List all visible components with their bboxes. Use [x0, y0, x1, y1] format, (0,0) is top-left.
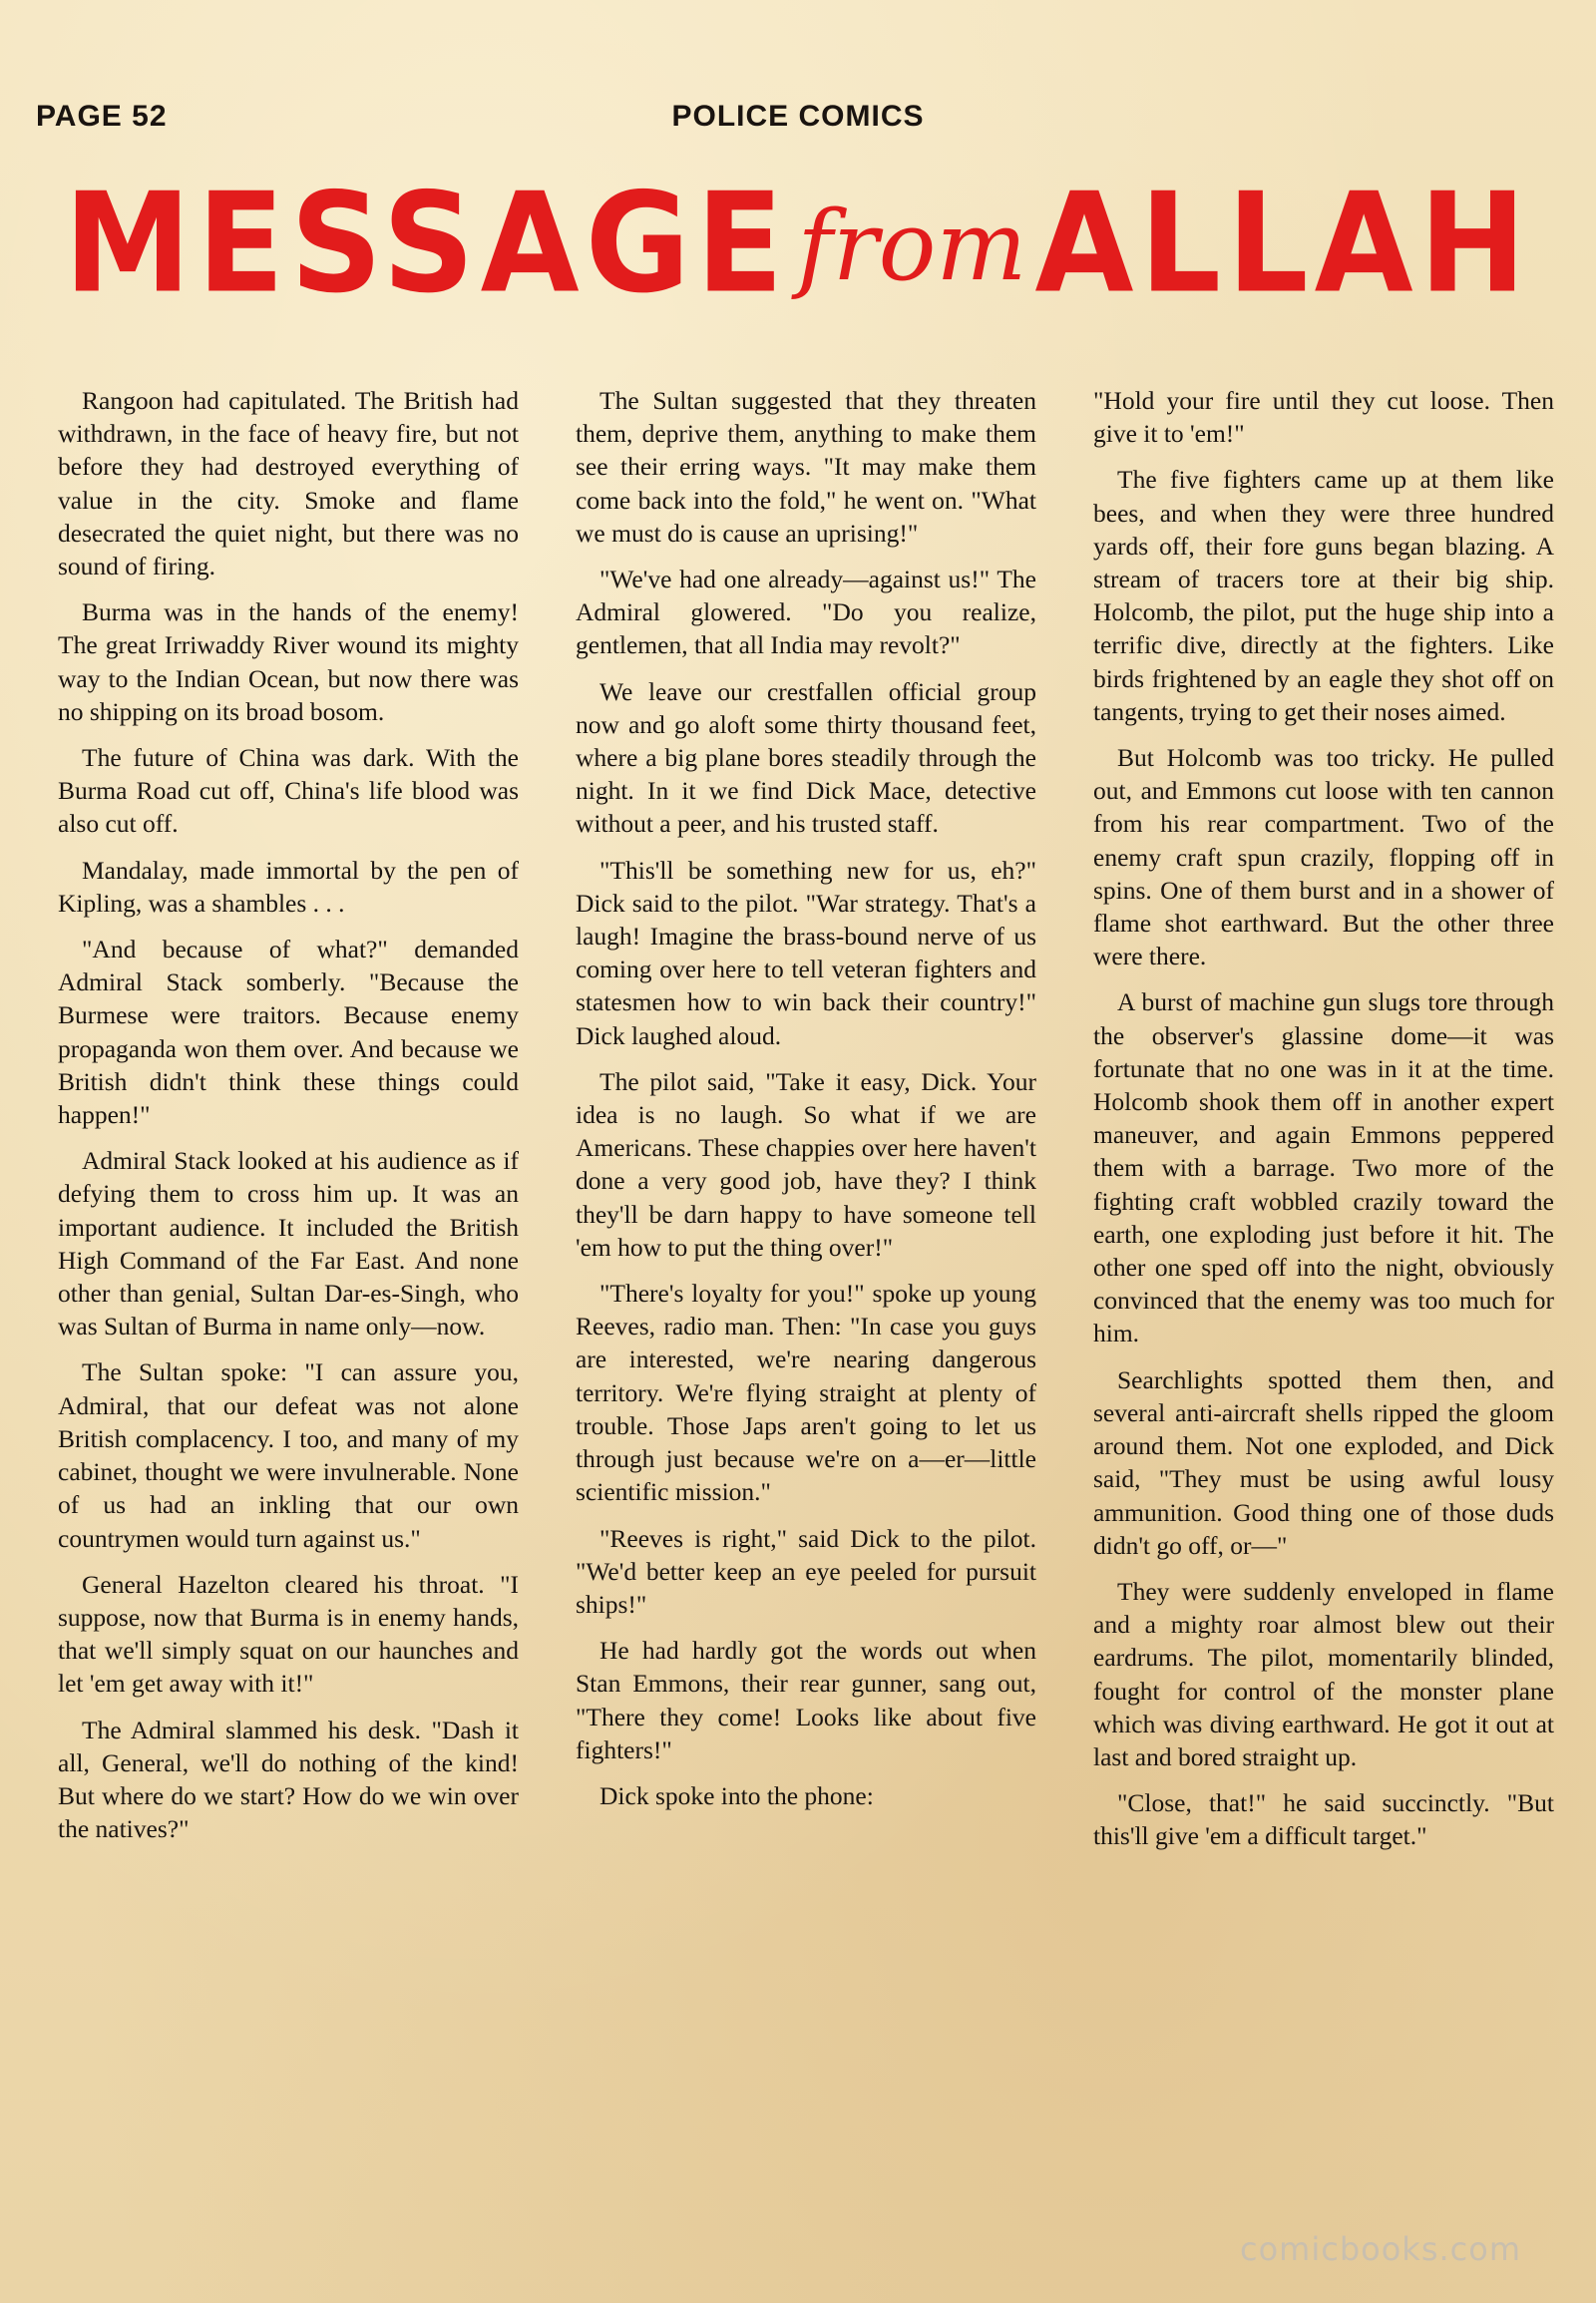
- paragraph: We leave our crestfallen official group now and go aloft some thirty thousand feet, where a big plane bores steadily through the night. In it we find Dick Mace, detective without a peer, and his trusted staff.: [576, 676, 1036, 839]
- title-word-allah: ALLAH: [1034, 164, 1532, 324]
- column-3: [1093, 384, 1554, 2209]
- paragraph: "Close, that!" he said succinctly. "But this'll give 'em a difficult target.": [1093, 1788, 1554, 1851]
- paragraph: The Sultan spoke: "I can assure you, Admiral, that our defeat was not alone British complacency. I too, and many of my cabinet, thought we were invulnerable. None of us had an inkling that our own countrymen would turn against us.": [58, 1357, 519, 1553]
- paragraph: Searchlights spotted them then, and several anti-aircraft shells ripped the gloom around them. Not one exploded, and Dick said, "They must be using awful lousy ammunition. Good thing one of those duds didn't go off, or—": [1093, 1364, 1554, 1560]
- column-1: [58, 384, 519, 2209]
- title-word-from: from: [797, 191, 1027, 302]
- title-word-message: MESSAGE: [64, 164, 790, 324]
- paragraph: "We've had one already—against us!" The Admiral glowered. "Do you realize, gentlemen, that all India may revolt?": [576, 565, 1036, 660]
- paragraph: "Reeves is right," said Dick to the pilot. "We'd better keep an eye peeled for pursuit ships!": [576, 1523, 1036, 1619]
- paragraph: The pilot said, "Take it easy, Dick. Your idea is no laugh. So what if we are Americans. These chappies over here haven't done a very good job, have they? I think they'll be darn happy to have someone tell 'em how to put the thing over!": [576, 1066, 1036, 1262]
- story-title: [0, 164, 1596, 329]
- paragraph: They were suddenly enveloped in flame and a mighty roar almost blew out their eardrums. The pilot, momentarily blinded, fought for control of the monster plane which was diving earthward. He got it out at last and bored straight up.: [1093, 1576, 1554, 1771]
- paragraph: He had hardly got the words out when Stan Emmons, their rear gunner, sang out, "There they come! Looks like about five fighters!": [576, 1636, 1036, 1764]
- paragraph: Rangoon had capitulated. The British had withdrawn, in the face of heavy fire, but not before they had destroyed everything of value in the city. Smoke and flame desecrated the quiet night, but there was no sound of firing.: [58, 386, 519, 581]
- story-columns: [58, 384, 1554, 2209]
- paragraph: "And because of what?" demanded Admiral Stack somberly. "Because the Burmese were traitors. Because enemy propaganda won them over. And because we British didn't think these things could happen!": [58, 935, 519, 1130]
- paragraph: Dick spoke into the phone:: [599, 1780, 874, 1810]
- paragraph: The future of China was dark. With the Burma Road cut off, China's life blood was also cut off.: [58, 743, 519, 839]
- paragraph: Mandalay, made immortal by the pen of Kipling, was a shambles . . .: [58, 855, 519, 918]
- paragraph: The Sultan suggested that they threaten them, deprive them, anything to make them see their erring ways. "It may make them come back into the fold," he went on. "What we must do is cause an uprising!": [576, 386, 1036, 548]
- paragraph: The Admiral slammed his desk. "Dash it all, General, we'll do nothing of the kind! But where do we start? How do we win over the natives?": [58, 1715, 519, 1844]
- paragraph: The five fighters came up at them like bees, and when they were three hundred yards off, their fore guns began blazing. A stream of tracers tore at their big ship. Holcomb, the pilot, put the huge ship into a terrific dive, directly at the fighters. Like birds frightened by an eagle they shot off on tangents, trying to get their noses aimed.: [1093, 465, 1554, 726]
- paragraph: "This'll be something new for us, eh?" Dick said to the pilot. "War strategy. That's a laugh! Imagine the brass-bound nerve of us coming over here to tell veteran fighters and statesmen how to win back their country!" Dick laughed aloud.: [576, 855, 1036, 1050]
- page-number: PAGE 52: [36, 100, 168, 133]
- magazine-title: POLICE COMICS: [671, 100, 925, 133]
- paragraph: But Holcomb was too tricky. He pulled out, and Emmons cut loose with ten cannon from his rear compartment. Two of the enemy craft spun crazily, flopping off in spins. One of them burst and in a shower of flame shot earthward. But the other three were there.: [1093, 743, 1554, 971]
- paragraph: "There's loyalty for you!" spoke up young Reeves, radio man. Then: "In case you guys are interested, we're nearing dangerous territory. We're flying straight at plenty of trouble. Those Japs aren't going to let us through just because we're on a—er—little scientific mission.": [576, 1279, 1036, 1507]
- paragraph: Admiral Stack looked at his audience as if defying them to cross him up. It was an important audience. It included the British High Command of the Far East. And none other than genial, Sultan Dar-es-Singh, who was Sultan of Burma in name only—now.: [58, 1146, 519, 1342]
- paragraph: A burst of machine gun slugs tore through the observer's glassine dome—it was fortunate that no one was in it at the time. Holcomb shook them off in another expert maneuver, and again Emmons peppered them with a barrage. Two more of the fighting craft wobbled crazily toward the earth, one exploding just before it hit. The other one sped off into the night, obviously convinced that the enemy was too much for him.: [1093, 987, 1554, 1348]
- paragraph: Burma was in the hands of the enemy! The great Irriwaddy River wound its mighty way to the Indian Ocean, but now there was no shipping on its broad bosom.: [58, 597, 519, 726]
- paragraph: "Hold your fire until they cut loose. Then give it to 'em!": [1093, 386, 1554, 449]
- page-header: [0, 100, 1596, 150]
- paragraph: General Hazelton cleared his throat. "I suppose, now that Burma is in enemy hands, that we'll simply squat on our haunches and let 'em get away with it!": [58, 1569, 519, 1699]
- watermark: comicbooks.com: [1239, 2230, 1521, 2268]
- column-2: [576, 384, 1036, 2209]
